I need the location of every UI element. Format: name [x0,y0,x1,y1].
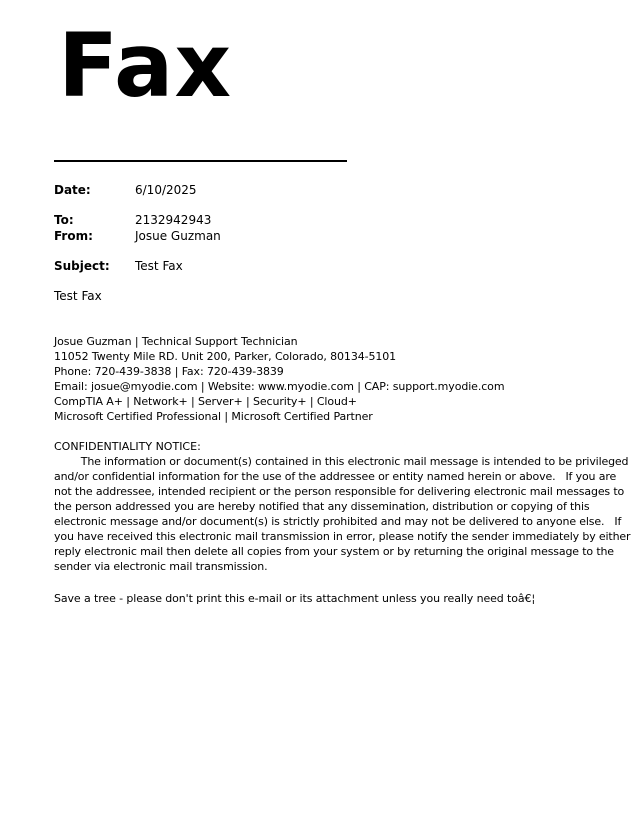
signature-certifications: CompTIA A+ | Network+ | Server+ | Security+ | Cloud+ [54,395,357,408]
from-label: From: [54,229,93,243]
confidentiality-text [54,454,631,574]
from-value: Josue Guzman [135,229,221,243]
confidentiality-line: not the addressee, intended recipient or the person responsible for delivering electronic mail messages to [54,485,625,498]
to-label: To: [54,213,74,227]
signature-microsoft: Microsoft Certified Professional | Microsoft Certified Partner [54,410,373,423]
title-divider [54,160,347,162]
signature-phone-fax: Phone: 720-439-3838 | Fax: 720-439-3839 [54,365,284,378]
subject-value: Test Fax [135,259,183,273]
signature-name-title: Josue Guzman | Technical Support Technician [54,335,298,348]
confidentiality-line: The information or document(s) contained in this electronic mail message is intended to be privileged [54,455,629,468]
subject-label: Subject: [54,259,110,273]
date-label: Date: [54,183,91,197]
message-body: Test Fax [54,289,102,303]
date-value: 6/10/2025 [135,183,197,197]
save-a-tree-note: Save a tree - please don't print this e-mail or its attachment unless you really need toâ€¦ [54,592,536,605]
confidentiality-line: and/or confidential information for the use of the addressee or entity named herein or above. If you are [54,470,617,483]
confidentiality-line: reply electronic mail then delete all copies from your system or by returning the original message to the [54,545,614,558]
confidentiality-heading: CONFIDENTIALITY NOTICE: [54,440,201,453]
confidentiality-line: you have received this electronic mail transmission in error, please notify the sender immediately by either [54,530,631,543]
signature-address: 11052 Twenty Mile RD. Unit 200, Parker, Colorado, 80134-5101 [54,350,397,363]
confidentiality-line: sender via electronic mail transmission. [54,560,268,573]
confidentiality-line: the person addressed you are hereby notified that any dissemination, distribution or copying of this [54,500,590,513]
confidentiality-line: electronic message and/or document(s) is strictly prohibited and may not be delivered to anyone else. If [54,515,622,528]
fax-title: Fax [58,14,233,117]
to-value: 2132942943 [135,213,212,227]
signature-block [54,334,504,424]
signature-email-web: Email: josue@myodie.com | Website: www.myodie.com | CAP: support.myodie.com [54,380,505,393]
